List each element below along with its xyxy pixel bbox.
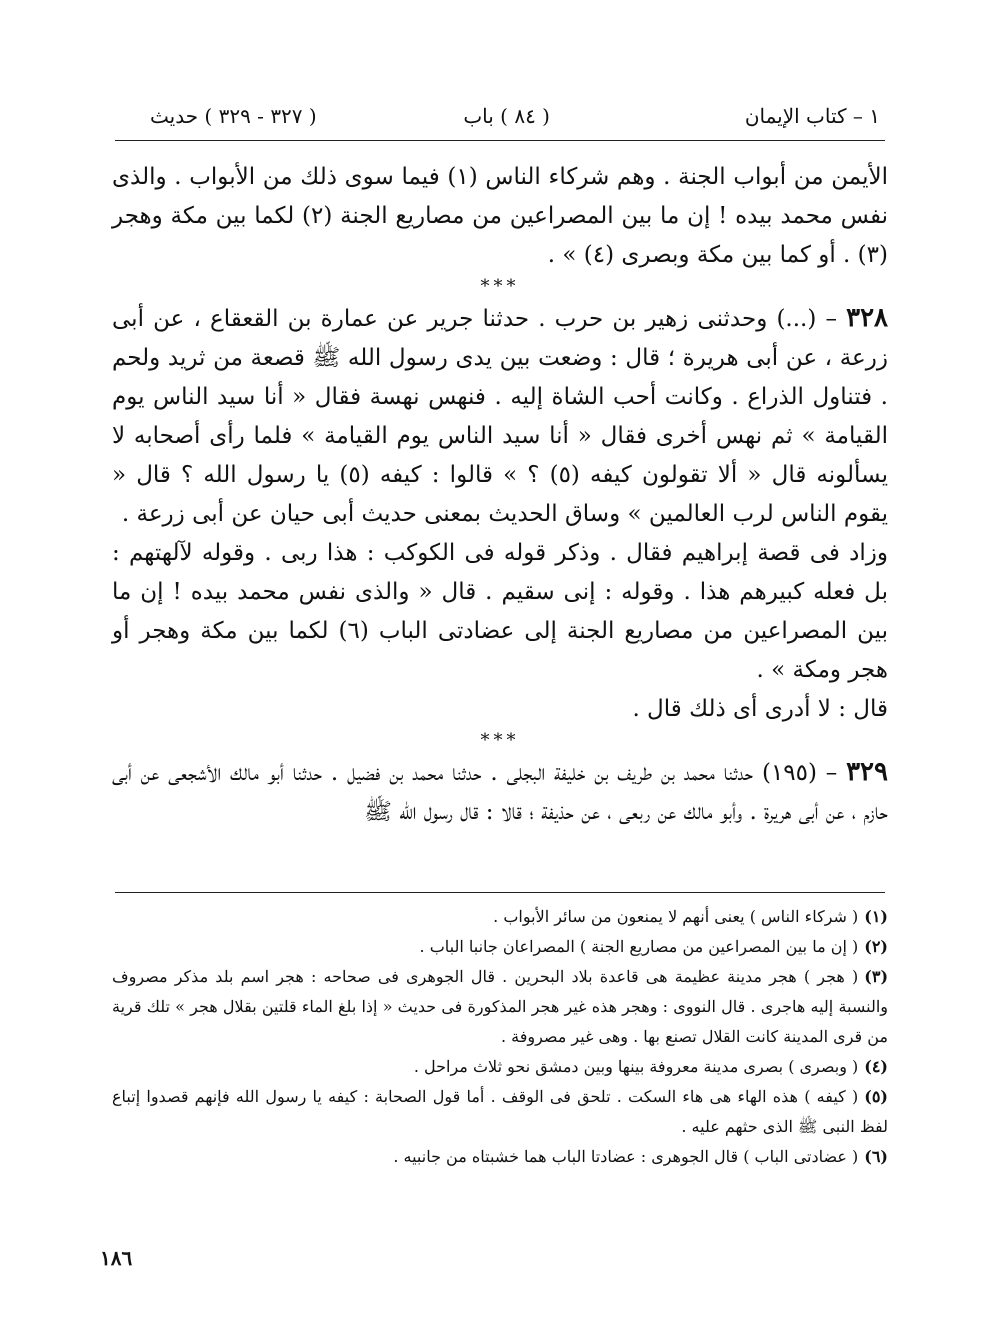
page-number: ١٨٦ <box>100 1246 133 1270</box>
hadith-328-number: ٣٢٨ <box>846 303 889 333</box>
footnote-number: (٤) <box>864 1057 888 1076</box>
footnote-3 <box>112 962 888 1052</box>
hadith-328-note: قال : لا أدرى أى ذلك قال . <box>632 696 888 722</box>
footnote-number: (٦) <box>864 1147 888 1166</box>
hadith-328-addition: وزاد فى قصة إبراهيم فقال . وذكر قوله فى الكوكب : هذا ربى . وقوله لآلهتهم : بل فعله كبيرهم هذا . وقوله : إنى سقيم . قال « والذى نفس محمد بيده ! إن ما بين المصراعين من مصاريع الجنة إلى عضادتى الباب (٦) لكما بين مكة وهجر أو هجر ومكة » . <box>112 540 889 683</box>
section-separator: *** <box>480 276 520 297</box>
footnote-text: ( هجر ) هجر مدينة عظيمة هى قاعدة بلاد البحرين . قال الجوهرى فى صحاحه : هجر اسم بلد مذكر مصروف والنسبة إليه هاجرى . قال النووى : وهجر هذه غير هجر المذكورة فى حديث « إذا بلغ الماء قلتين بقلال هجر » تلك قرية من قرى المدينة كانت القلال تصنع بها . وهى غير مصروفة . <box>112 967 888 1046</box>
footnote-5 <box>112 1082 888 1142</box>
header-chapter: ( ٨٤ ) باب <box>463 104 550 128</box>
footnote-divider <box>115 892 885 893</box>
footnote-1 <box>112 902 888 932</box>
hadith-329-paragraph <box>112 753 888 832</box>
hadith-329-number: ٣٢٩ <box>846 757 888 787</box>
footnote-text: ( كيفه ) هذه الهاء هى هاء السكت . تلحق فى الوقف . أما قول الصحابة : كيفه يا رسول الله فإنهم قصدوا إتباع لفظ النبى ﷺ الذى حثهم عليه . <box>112 1087 888 1136</box>
footnote-number: (١) <box>864 907 888 926</box>
header-divider <box>115 140 885 141</box>
footnote-2 <box>112 932 888 962</box>
footnote-6 <box>112 1142 888 1172</box>
hadith-329-text: – (١٩٥) حدثنا محمد بن طريف بن خليفة البجلى . حدثنا محمد بن فضيل . حدثنا أبو مالك الأشجعى عن أبى حازم ، عن أبى هريرة . وأبو مالك عن ربعى ، عن حذيفة ؛ قالا : قال رسول الله ﷺ <box>112 760 888 825</box>
main-text <box>112 158 888 832</box>
footnote-number: (٢) <box>864 937 888 956</box>
footnote-text: ( إن ما بين المصراعين من مصاريع الجنة ) المصراعان جانبا الباب . <box>419 937 859 956</box>
header-hadith-range: ( ٣٢٧ - ٣٢٩ ) حديث <box>150 104 317 128</box>
page-header <box>120 98 880 142</box>
hadith-328-paragraph <box>112 299 888 534</box>
intro-paragraph: الأيمن من أبواب الجنة . وهم شركاء الناس (١) فيما سوى ذلك من الأبواب . والذى نفس محمد بيده ! إن ما بين المصراعين من مصاريع الجنة (٢) لكما بين مكة وهجر (٣) . أو كما بين مكة وبصرى (٤) » . <box>112 164 888 268</box>
section-separator: *** <box>480 730 520 751</box>
header-book-title: ١ – كتاب الإيمان <box>744 104 880 128</box>
footnote-4 <box>112 1052 888 1082</box>
footnote-number: (٥) <box>864 1087 888 1106</box>
footnote-number: (٣) <box>864 967 889 986</box>
footnotes <box>112 902 888 1172</box>
footnote-text: ( شركاء الناس ) يعنى أنهم لا يمنعون من سائر الأبواب . <box>493 907 859 926</box>
hadith-328-text: – (...) وحدثنى زهير بن حرب . حدثنا جرير عن عمارة بن القعقاع ، عن أبى زرعة ، عن أبى هريرة ؛ قال : وضعت بين يدى رسول الله ﷺ قصعة من ثريد ولحم . فتناول الذراع . وكانت أحب الشاة إليه . فنهس نهسة فقال « أنا سيد الناس يوم القيامة » ثم نهس أخرى فقال « أنا سيد الناس يوم القيامة » فلما رأى أصحابه لا يسألونه قال « ألا تقولون كيفه (٥) ؟ » قالوا : كيفه (٥) يا رسول الله ؟ قال « يقوم الناس لرب العالمين » وساق الحديث بمعنى حديث أبى حيان عن أبى زرعة . <box>112 306 888 527</box>
footnote-text: ( عضادتى الباب ) قال الجوهرى : عضادتا الباب هما خشبتاه من جانبيه . <box>393 1147 859 1166</box>
footnote-text: ( وبصرى ) بصرى مدينة معروفة بينها وبين دمشق نحو ثلاث مراحل . <box>413 1057 859 1076</box>
